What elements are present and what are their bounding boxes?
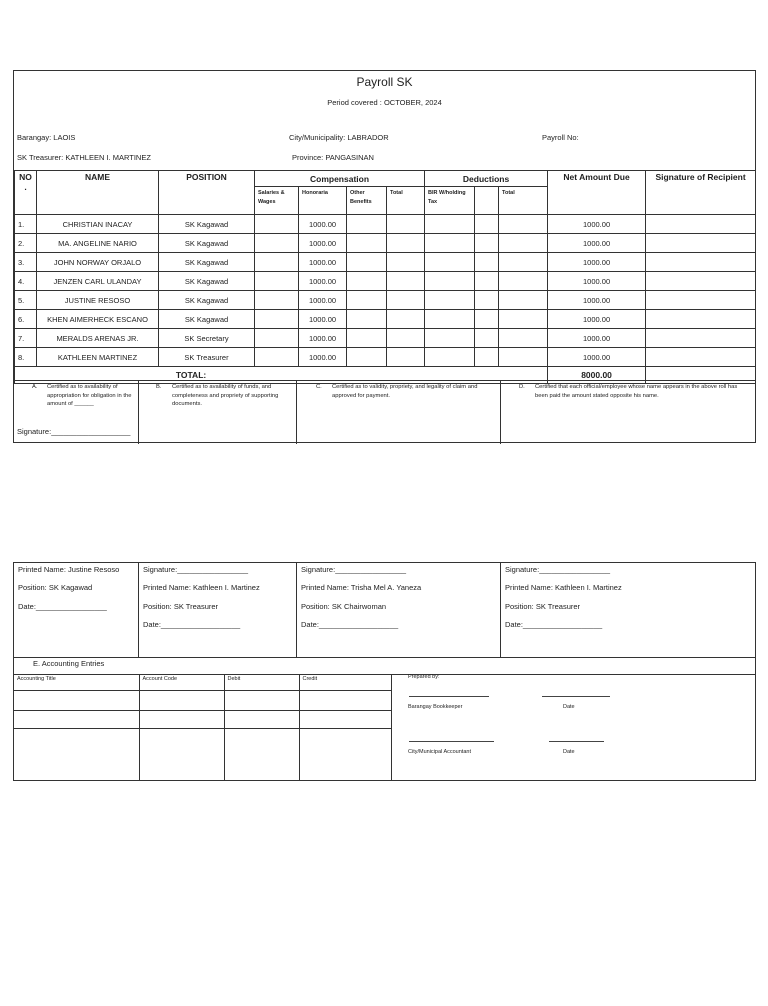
row-blank (475, 348, 499, 367)
row-salaries (255, 348, 299, 367)
row-other-benefits (347, 215, 387, 234)
row-total-ded (499, 272, 548, 291)
row-name: KHEN AIMERHECK ESCANO (37, 310, 159, 329)
col-header-name: NAME (37, 171, 159, 215)
row-other-benefits (347, 291, 387, 310)
col-header-no: NO . (15, 171, 37, 215)
row-honoraria: 1000.00 (299, 253, 347, 272)
row-salaries (255, 329, 299, 348)
table-row (15, 272, 756, 291)
signatory-b-position: Position: SK Treasurer (143, 602, 219, 611)
date-label-1: Date (563, 704, 575, 710)
row-salaries (255, 291, 299, 310)
signatory-b (139, 563, 297, 657)
row-total-comp (387, 215, 425, 234)
certifications (14, 380, 755, 444)
cert-a: A. Certified as to availability of appropriation for obligation in the amount of ______ Signature:___________________ (14, 381, 139, 444)
col-header-deductions: Deductions (425, 171, 548, 187)
row-no: 6. (15, 310, 37, 329)
row-other-benefits (347, 348, 387, 367)
payroll-sheet (13, 70, 756, 443)
payroll-table (14, 170, 756, 384)
row-honoraria: 1000.00 (299, 348, 347, 367)
bookkeeper-label: Barangay Bookkeeper (408, 704, 463, 710)
acc-cell (14, 710, 139, 728)
row-blank (475, 329, 499, 348)
row-total-comp (387, 272, 425, 291)
row-net: 1000.00 (548, 310, 646, 329)
cert-c: C. Certified as to validity, propriety, and legality of claim and approved for payment. (297, 381, 501, 444)
row-net: 1000.00 (548, 329, 646, 348)
acc-cell (299, 690, 391, 710)
cert-d: D. Certified that each official/employee whose name appears in the above roll has been paid the amount stated opposite his name. (519, 384, 738, 399)
acc-cell (14, 728, 139, 780)
row-net: 1000.00 (548, 215, 646, 234)
acc-cell (299, 710, 391, 728)
accounting-table (14, 675, 391, 780)
row-name: MERALDS ARENAS JR. (37, 329, 159, 348)
row-blank (475, 234, 499, 253)
table-row (15, 310, 756, 329)
row-net: 1000.00 (548, 348, 646, 367)
row-name: MA. ANGELINE NARIO (37, 234, 159, 253)
row-position: SK Kagawad (159, 291, 255, 310)
cert-b: B. Certified as to availability of funds, and completeness and propriety of supporting documents. (139, 381, 297, 444)
row-salaries (255, 234, 299, 253)
table-row (15, 291, 756, 310)
row-signature (646, 348, 756, 367)
row-net: 1000.00 (548, 253, 646, 272)
row-honoraria: 1000.00 (299, 291, 347, 310)
row-no: 3. (15, 253, 37, 272)
row-total-ded (499, 234, 548, 253)
row-salaries (255, 310, 299, 329)
row-honoraria: 1000.00 (299, 329, 347, 348)
acc-cell (299, 728, 391, 780)
row-honoraria: 1000.00 (299, 272, 347, 291)
table-row (15, 329, 756, 348)
row-blank (475, 291, 499, 310)
row-blank (475, 253, 499, 272)
table-row (15, 234, 756, 253)
row-no: 7. (15, 329, 37, 348)
acc-col-code: Account Code (139, 675, 224, 690)
acc-cell (139, 690, 224, 710)
col-header-blank (475, 187, 499, 215)
col-header-other-benefits: Other Benefits (347, 187, 387, 215)
row-total-ded (499, 310, 548, 329)
row-name: JENZEN CARL ULANDAY (37, 272, 159, 291)
total-net-amount: 8000.00 (548, 367, 646, 384)
row-other-benefits (347, 234, 387, 253)
row-bir (425, 310, 475, 329)
row-position: SK Kagawad (159, 215, 255, 234)
period-covered: Period covered : OCTOBER, 2024 (327, 98, 442, 107)
row-total-comp (387, 329, 425, 348)
table-row (15, 348, 756, 367)
row-signature (646, 291, 756, 310)
row-total-comp (387, 253, 425, 272)
signatory-c-position: Position: SK Chairwoman (301, 602, 387, 611)
row-honoraria: 1000.00 (299, 234, 347, 253)
row-salaries (255, 272, 299, 291)
row-salaries (255, 215, 299, 234)
col-header-compensation: Compensation (255, 171, 425, 187)
barangay-info: Barangay: LAOIS (17, 133, 76, 142)
signatory-a-date: Date:_________________ (18, 602, 107, 611)
row-signature (646, 253, 756, 272)
row-name: CHRISTIAN INACAY (37, 215, 159, 234)
row-no: 4. (15, 272, 37, 291)
row-honoraria: 1000.00 (299, 215, 347, 234)
row-signature (646, 310, 756, 329)
col-header-signature: Signature of Recipient (646, 171, 756, 215)
signatories-section (13, 562, 756, 781)
total-label: TOTAL: (15, 367, 548, 384)
row-honoraria: 1000.00 (299, 310, 347, 329)
signatory-c (297, 563, 501, 657)
row-position: SK Secretary (159, 329, 255, 348)
accountant-label: City/Municipal Accountant (408, 749, 471, 755)
row-signature (646, 272, 756, 291)
signatory-a (14, 563, 139, 657)
row-position: SK Kagawad (159, 310, 255, 329)
row-bir (425, 329, 475, 348)
row-total-ded (499, 329, 548, 348)
row-name: JUSTINE RESOSO (37, 291, 159, 310)
cert-a-signature: Signature:___________________ (17, 427, 131, 436)
signatory-d-date: Date:___________________ (505, 620, 603, 629)
signatory-c-signature: Signature:_________________ (301, 565, 407, 574)
acc-cell (224, 728, 299, 780)
row-other-benefits (347, 272, 387, 291)
row-salaries (255, 253, 299, 272)
acc-cell (224, 710, 299, 728)
row-bir (425, 291, 475, 310)
row-no: 1. (15, 215, 37, 234)
row-total-comp (387, 234, 425, 253)
row-name: JOHN NORWAY ORJALO (37, 253, 159, 272)
col-header-bir: BIR W/holding Tax (425, 187, 475, 215)
city-info: City/Municipality: LABRADOR (289, 133, 389, 142)
signatory-b-signature: Signature:_________________ (143, 565, 249, 574)
table-row (15, 215, 756, 234)
row-bir (425, 215, 475, 234)
row-no: 5. (15, 291, 37, 310)
province-info: Province: PANGASINAN (292, 153, 374, 162)
date-line-2 (549, 741, 604, 742)
acc-col-credit: Credit (299, 675, 391, 690)
row-total-ded (499, 348, 548, 367)
row-bir (425, 348, 475, 367)
signatory-b-name: Printed Name: Kathleen I. Martinez (143, 583, 260, 592)
acc-cell (14, 690, 139, 710)
row-total-ded (499, 291, 548, 310)
signatory-d-position: Position: SK Treasurer (505, 602, 581, 611)
row-bir (425, 253, 475, 272)
signatory-d-name: Printed Name: Kathleen I. Martinez (505, 583, 622, 592)
row-signature (646, 329, 756, 348)
row-net: 1000.00 (548, 291, 646, 310)
row-position: SK Kagawad (159, 272, 255, 291)
row-no: 8. (15, 348, 37, 367)
row-signature (646, 215, 756, 234)
date-label-2: Date (563, 749, 575, 755)
acc-cell (139, 728, 224, 780)
signatory-c-name: Printed Name: Trisha Mel A. Yaneza (301, 583, 422, 592)
row-name: KATHLEEN MARTINEZ (37, 348, 159, 367)
signatory-d-signature: Signature:_________________ (505, 565, 611, 574)
row-blank (475, 215, 499, 234)
row-signature (646, 234, 756, 253)
row-other-benefits (347, 329, 387, 348)
row-net: 1000.00 (548, 234, 646, 253)
signatory-d (501, 563, 755, 657)
date-line-1 (542, 696, 610, 697)
acc-col-title: Accounting Title (14, 675, 139, 690)
acc-col-debit: Debit (224, 675, 299, 690)
col-header-total-ded: Total (499, 187, 548, 215)
row-net: 1000.00 (548, 272, 646, 291)
row-bir (425, 272, 475, 291)
row-total-ded (499, 215, 548, 234)
row-position: SK Kagawad (159, 253, 255, 272)
row-other-benefits (347, 253, 387, 272)
row-other-benefits (347, 310, 387, 329)
row-total-ded (499, 253, 548, 272)
acc-cell (224, 690, 299, 710)
col-header-total-comp: Total (387, 187, 425, 215)
row-total-comp (387, 310, 425, 329)
bookkeeper-signature-line (409, 696, 489, 697)
col-header-honoraria: Honoraria (299, 187, 347, 215)
row-total-comp (387, 291, 425, 310)
col-header-salaries: Salaries & Wages (255, 187, 299, 215)
prepared-by-label: Prepared by: (408, 674, 440, 680)
signatory-a-name: Printed Name: Justine Resoso (18, 565, 120, 574)
col-header-position: POSITION (159, 171, 255, 215)
payroll-no: Payroll No: (542, 133, 579, 142)
treasurer-info: SK Treasurer: KATHLEEN I. MARTINEZ (17, 153, 151, 162)
row-blank (475, 272, 499, 291)
row-no: 2. (15, 234, 37, 253)
accounting-entries-label: E. Accounting Entries (14, 657, 755, 675)
row-position: SK Treasurer (159, 348, 255, 367)
signatory-c-date: Date:___________________ (301, 620, 399, 629)
signatory-a-position: Position: SK Kagawad (18, 583, 93, 592)
col-header-net: Net Amount Due (548, 171, 646, 215)
signatory-b-date: Date:___________________ (143, 620, 241, 629)
accountant-signature-line (409, 741, 494, 742)
row-position: SK Kagawad (159, 234, 255, 253)
acc-cell (139, 710, 224, 728)
row-blank (475, 310, 499, 329)
document-title: Payroll SK (356, 75, 413, 89)
row-bir (425, 234, 475, 253)
table-row (15, 253, 756, 272)
row-total-comp (387, 348, 425, 367)
prepared-by-block (391, 675, 756, 781)
